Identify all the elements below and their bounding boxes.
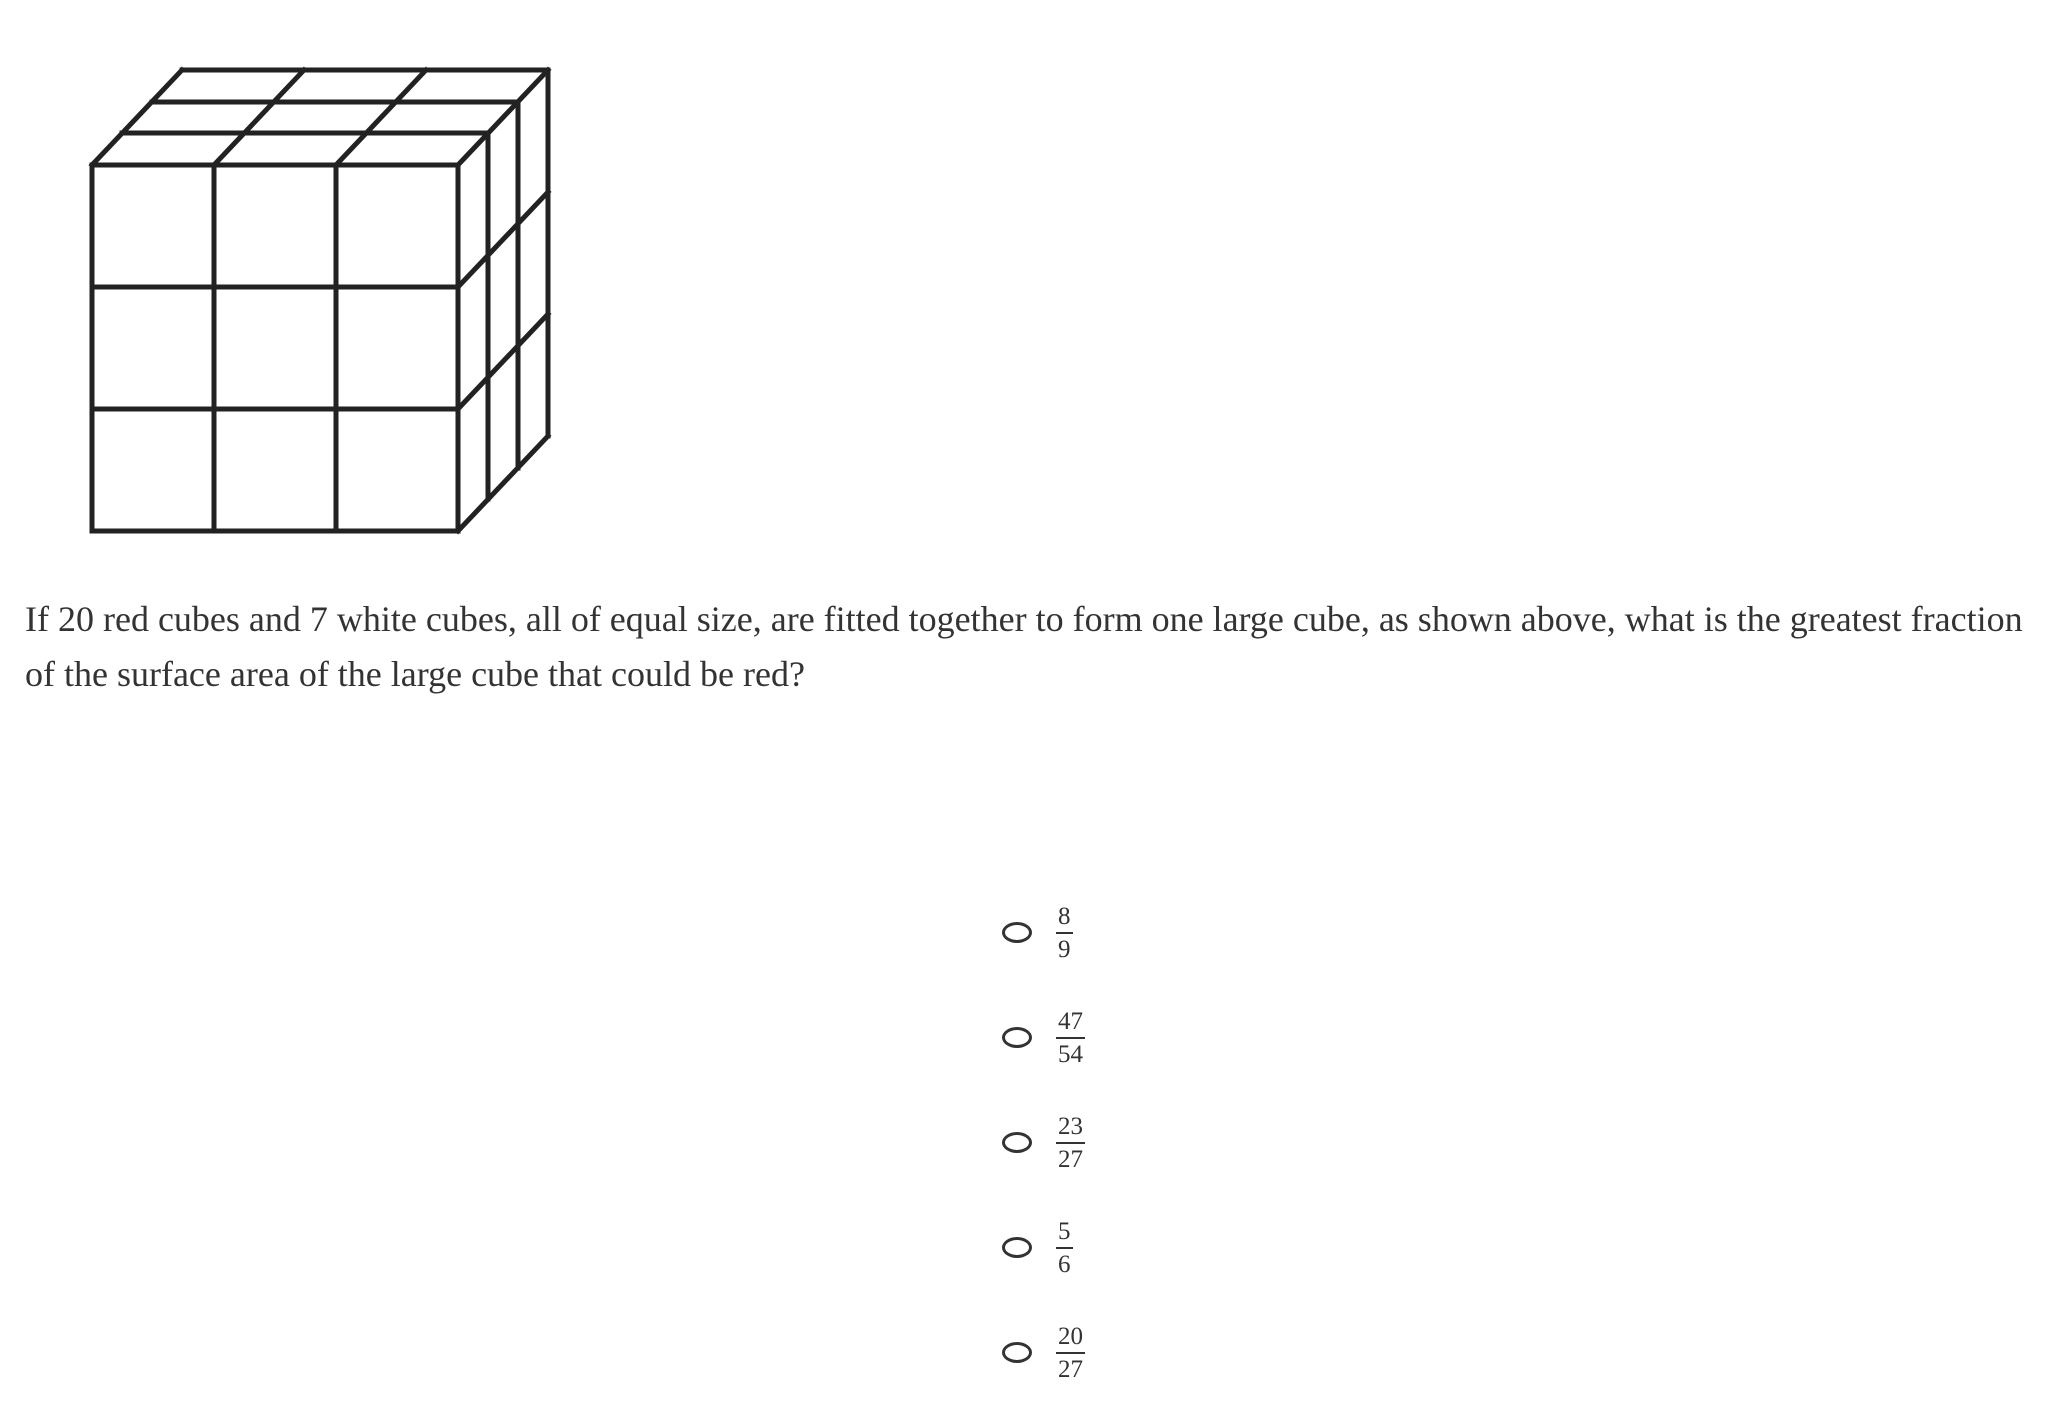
fraction-2 (1056, 1008, 1085, 1068)
numerator: 20 (1056, 1323, 1085, 1354)
denominator: 27 (1058, 1355, 1083, 1383)
question-text: If 20 red cubes and 7 white cubes, all of equal size, are fitted together to form one large cube, as shown above, what is the greatest fraction of the surface area of the large cube that could be red? (25, 599, 2023, 694)
fraction-5 (1056, 1323, 1085, 1383)
radio-button-2[interactable] (1002, 1027, 1032, 1048)
choice-4[interactable] (1002, 1195, 1202, 1300)
numerator: 47 (1056, 1008, 1085, 1039)
choice-3[interactable] (1002, 1090, 1202, 1195)
radio-button-4[interactable] (1002, 1237, 1032, 1258)
choice-1[interactable] (1002, 880, 1202, 985)
denominator: 54 (1058, 1040, 1083, 1068)
cube-figure (80, 58, 600, 548)
fraction-4 (1056, 1218, 1073, 1278)
denominator: 6 (1058, 1250, 1071, 1278)
numerator: 23 (1056, 1113, 1085, 1144)
fraction-1 (1056, 903, 1073, 963)
numerator: 8 (1056, 903, 1073, 934)
cube-diagram (80, 58, 600, 548)
numerator: 5 (1056, 1218, 1073, 1249)
choice-2[interactable] (1002, 985, 1202, 1090)
answer-choices (1002, 880, 1202, 1405)
radio-button-5[interactable] (1002, 1342, 1032, 1363)
radio-button-1[interactable] (1002, 922, 1032, 943)
denominator: 27 (1058, 1145, 1083, 1173)
denominator: 9 (1058, 935, 1071, 963)
radio-button-3[interactable] (1002, 1132, 1032, 1153)
fraction-3 (1056, 1113, 1085, 1173)
choice-5[interactable] (1002, 1300, 1202, 1405)
